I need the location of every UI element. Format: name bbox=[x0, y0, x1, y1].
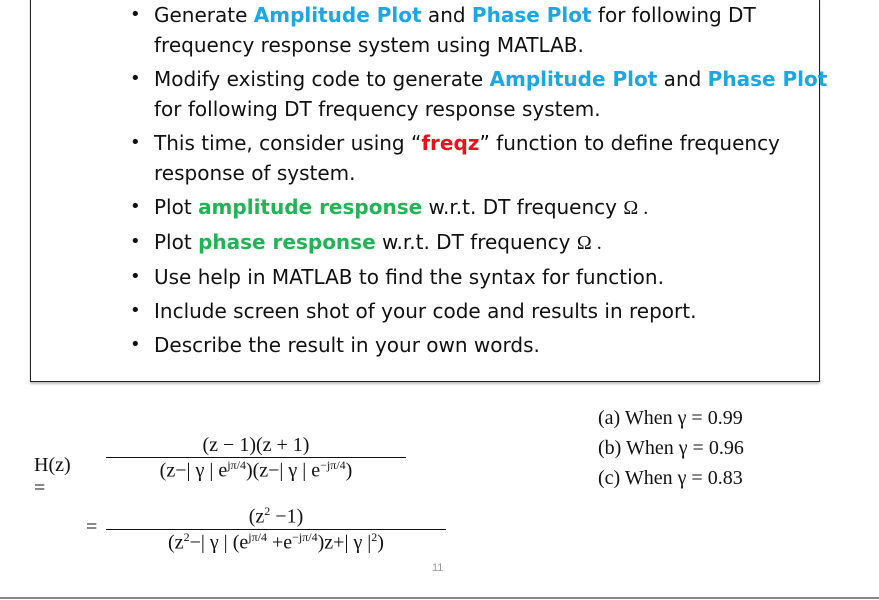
bullet-text-segment: for following DT frequency response system. bbox=[154, 97, 601, 121]
bullet-text-segment: Ω . bbox=[623, 197, 649, 219]
bullet-text-segment: This time, consider using “ bbox=[154, 131, 422, 155]
bullet-item bbox=[130, 128, 834, 188]
denominator-2: ($z^2-|$ γ | $(e^{j\pi/4} +e^{-j\pi/4})z+|$ γ $|^2$) bbox=[106, 529, 446, 555]
case-b: (b) When γ = 0.96 bbox=[598, 437, 744, 459]
bullet-text-segment: Amplitude Plot bbox=[253, 3, 422, 27]
page-divider bbox=[0, 597, 879, 599]
case-a: (a) When γ = 0.99 bbox=[598, 407, 743, 429]
numerator-2: $(z^2 -1)$ bbox=[248, 504, 304, 528]
equation-equals: = bbox=[86, 516, 98, 538]
bullet-text-segment: w.r.t. DT frequency bbox=[422, 195, 624, 219]
bullet-text-segment: Ω . bbox=[576, 232, 602, 254]
bullet-text-segment: w.r.t. DT frequency bbox=[375, 230, 577, 254]
bullet-text-segment: Describe the result in your own words. bbox=[154, 333, 540, 357]
bullet-text-segment: Phase Plot bbox=[707, 67, 828, 91]
bullet-item bbox=[130, 330, 834, 360]
equation-lhs: H(z) = bbox=[34, 454, 71, 499]
bullet-item bbox=[130, 227, 834, 258]
bullet-text-segment: and bbox=[657, 67, 708, 91]
numerator-1: (z − 1)(z + 1) bbox=[202, 434, 310, 456]
bullet-text-segment: amplitude response bbox=[198, 195, 423, 219]
bullet-text-segment: Modify existing code to generate bbox=[154, 67, 490, 91]
case-c: (c) When γ = 0.83 bbox=[598, 467, 743, 489]
bullet-text-segment: Plot bbox=[154, 230, 199, 254]
bullet-item bbox=[130, 192, 834, 223]
bullet-item bbox=[130, 0, 834, 60]
instruction-list bbox=[130, 0, 834, 364]
bullet-text-segment: for following DT frequency response system using MATLAB. bbox=[154, 3, 756, 57]
gamma-cases bbox=[598, 403, 744, 493]
bullet-text-segment: Phase Plot bbox=[471, 3, 592, 27]
bullet-item bbox=[130, 64, 834, 124]
bullet-text-segment: ” function to define frequency response of system. bbox=[154, 131, 780, 185]
bullet-item bbox=[130, 296, 834, 326]
bullet-text-segment: phase response bbox=[198, 230, 376, 254]
bullet-text-segment: Amplitude Plot bbox=[489, 67, 658, 91]
bullet-text-segment: and bbox=[421, 3, 472, 27]
fraction-1 bbox=[106, 434, 406, 483]
page-number: 11 bbox=[432, 562, 444, 574]
bullet-text-segment: Plot bbox=[154, 195, 199, 219]
bullet-text-segment: Include screen shot of your code and results in report. bbox=[154, 299, 697, 323]
bullet-text-segment: freqz bbox=[421, 131, 480, 155]
denominator-1: (z−| γ | $e^{j\pi/4})(z-|$ γ | $e^{-j\pi/4}$) bbox=[106, 457, 406, 483]
bullet-item bbox=[130, 262, 834, 292]
bullet-text-segment: Generate bbox=[154, 3, 254, 27]
bullet-text-segment: Use help in MATLAB to find the syntax for function. bbox=[154, 265, 664, 289]
fraction-2 bbox=[106, 504, 446, 554]
